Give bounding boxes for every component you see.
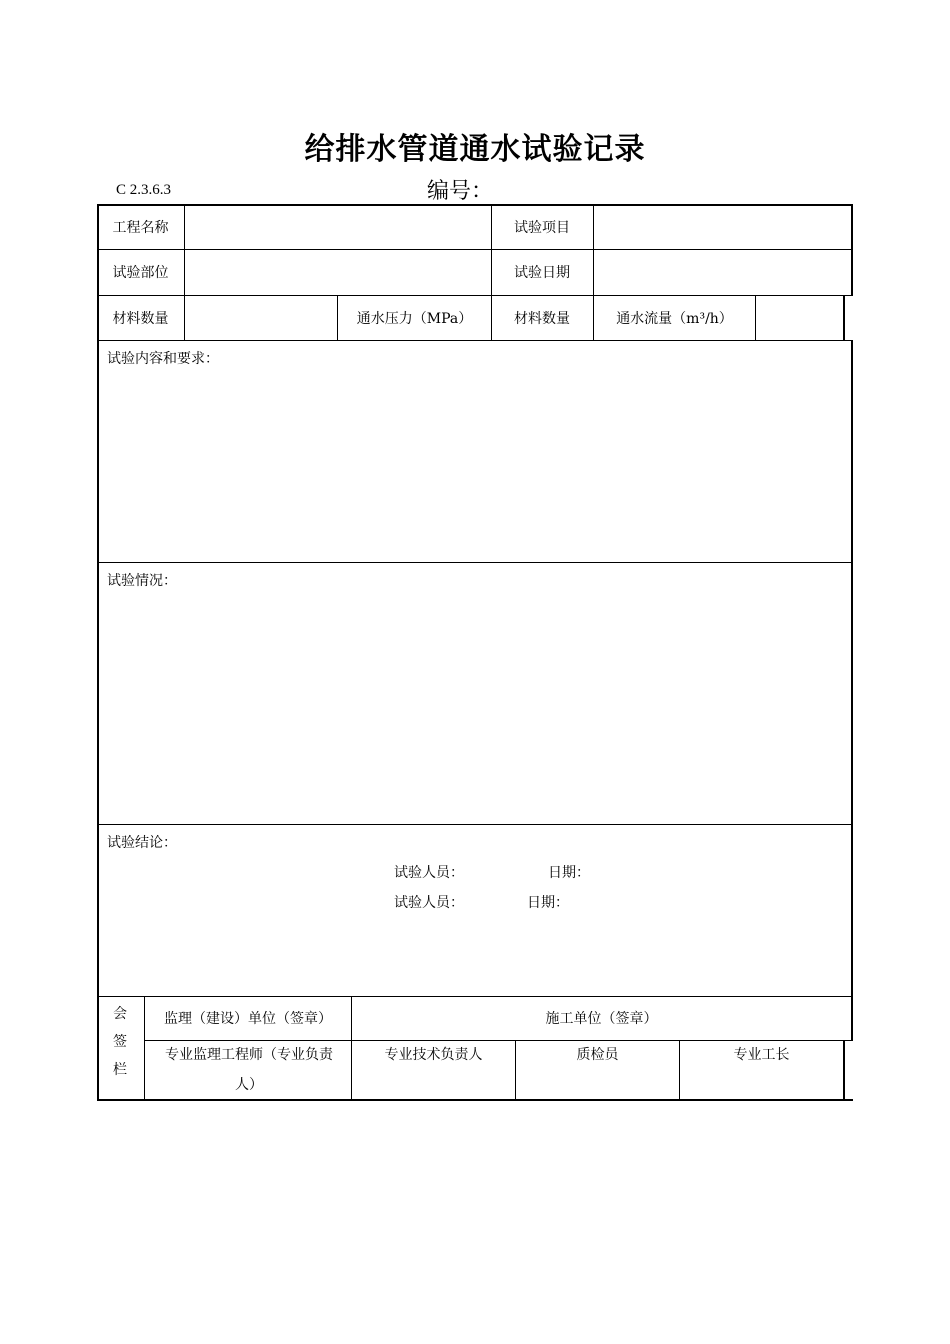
countersign-char: 会 [113,1006,127,1022]
test-date-label: 试验日期 [514,265,570,281]
document-title: 给排水管道通水试验记录 [304,132,646,167]
border-right-mid [851,340,853,1040]
record-form [97,204,853,1101]
content-section-label: 试验内容和要求： [107,351,219,367]
countersign-char: 签 [113,1034,127,1050]
material-qty-label-2: 材料数量 [514,310,570,327]
tester-2-label: 试验人员： [394,895,464,911]
situation-section-label: 试验情况： [107,573,177,589]
water-flow-field[interactable] [756,295,843,340]
foreman-label: 专业工长 [733,1047,790,1063]
tech-lead-label: 专业技术负责人 [384,1047,483,1063]
test-item-label: 试验项目 [514,219,570,236]
rule-row3 [97,340,853,341]
border-right-bottom [843,1040,845,1101]
date-1-label: 日期： [548,865,590,881]
test-location-field[interactable] [185,249,491,295]
construction-unit-label: 施工单位（签章） [545,1011,658,1027]
countersign-char: 栏 [113,1062,127,1078]
project-name-field[interactable] [185,204,491,249]
water-pressure-label: 通水压力（MPa） [356,310,473,327]
water-flow-label: 通水流量（m³/h） [616,310,733,327]
form-code: C 2.3.6.3 [116,182,172,198]
quality-inspector-label: 质检员 [576,1047,619,1063]
date-2-label: 日期： [527,895,569,911]
conclusion-section-label: 试验结论： [107,835,177,851]
test-item-field[interactable] [594,204,851,249]
test-date-field[interactable] [594,249,851,295]
supervision-unit-label: 监理（建设）单位（签章） [164,1011,332,1027]
serial-number-label: 编号： [427,179,494,204]
countersign-label [97,1000,143,1084]
project-name-label: 工程名称 [112,219,169,236]
supervision-engineer-label: 专业监理工程师（专业负责人） [165,1047,333,1093]
rule-situation [97,824,853,825]
test-location-label: 试验部位 [112,265,169,281]
rule-content [97,562,853,563]
material-qty-field[interactable] [185,295,337,340]
material-qty-label: 材料数量 [112,310,169,327]
border-right-row3 [843,295,845,340]
tester-1-label: 试验人员： [394,865,464,881]
